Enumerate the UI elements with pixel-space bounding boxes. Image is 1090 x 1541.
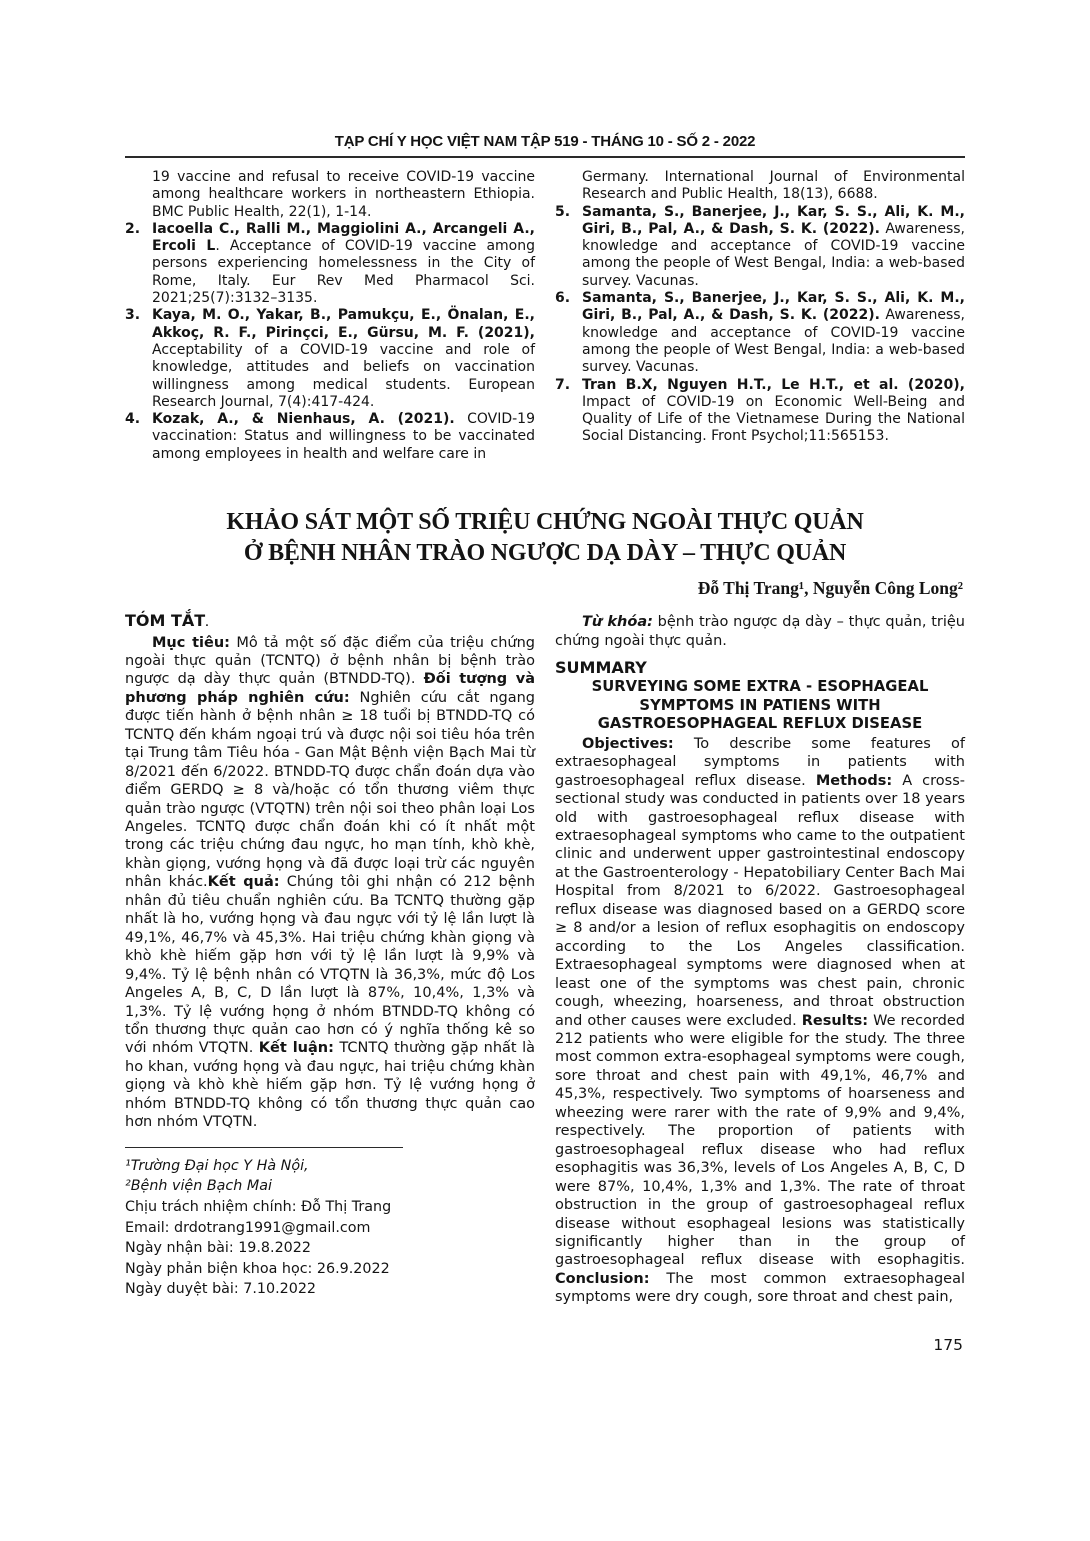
text-segment: Mục tiêu: xyxy=(152,634,230,651)
header-rule xyxy=(125,156,965,158)
text-segment: Kết luận: xyxy=(258,1040,334,1057)
text-segment: Kaya, M. O., Yakar, B., Pamukçu, E., Önalan, E., Akkoç, R. F., Pirinçci, E., Gürsu, M. F. (2021), xyxy=(152,307,535,341)
abstract-section xyxy=(125,612,965,1307)
abstract-heading-dot: . xyxy=(205,619,209,630)
text-segment: 19 vaccine and refusal to receive COVID-19 vaccine among healthcare workers in northeastern Ethiopia. BMC Public Health, 22(1), 1-14. xyxy=(152,169,535,220)
reference-item xyxy=(125,221,535,307)
footnote-line: Chịu trách nhiệm chính: Đỗ Thị Trang xyxy=(125,1198,392,1215)
text-segment: bệnh trào ngược dạ dày – thực quản, triệu chứng ngoài thực quản. xyxy=(555,614,965,649)
footnote-line: ²Bệnh viện Bạch Mai xyxy=(125,1178,272,1195)
article-authors: Đỗ Thị Trang¹, Nguyễn Công Long² xyxy=(697,578,963,599)
article-title-line1: KHẢO SÁT MỘT SỐ TRIỆU CHỨNG NGOÀI THỰC QUẢN xyxy=(226,509,864,536)
abstract-paragraph-vi xyxy=(125,634,535,1132)
text-segment: TCNTQ thường gặp nhất là ho khan, vướng họng và đau ngực, hai triệu chứng khàn giọng và khò khè hiếm gặp hơn. Tỷ lệ vướng họng ở nhóm BTNDD-TQ không có tổn thương thực quản cao hơn nhóm VTQTN. xyxy=(125,1040,536,1131)
abstract-heading-vi xyxy=(125,612,535,633)
text-segment: Từ khóa: xyxy=(582,614,653,631)
text-segment: Nghiên cứu cắt ngang được tiến hành ở bệnh nhân ≥ 18 tuổi bị BTNDD-TQ có TCNTQ đến khám ngoại trú và được nội soi tiêu hóa trên tại Trung tâm Tiêu hóa - Gan Mật Bệnh viện Bạch Mai từ 8/2021 đến 6/2022. BTNDD-TQ được chẩn đoán dựa vào điểm GERDQ ≥ 8 và/hoặc có tổn thương viêm thực quản trào ngược (VTQTN) trên nội soi theo phân loại Los Angeles. TCNTQ được chẩn đoán khi có ít nhất một trong các triệu chứng đau ngực, ho mạn tính, khò khè, khàn giọng, vướng họng và đã được loại trừ các nguyên nhân khác. xyxy=(125,689,536,891)
keywords-paragraph xyxy=(555,613,965,650)
reference-item xyxy=(555,377,965,446)
text-segment: Methods: xyxy=(815,772,893,789)
text-segment: Kết quả: xyxy=(207,874,280,891)
reference-item xyxy=(555,169,965,204)
text-segment: Germany. International Journal of Environmental Research and Public Health, 18(13), 6688. xyxy=(582,169,965,203)
text-segment: To describe some features of extraesophageal symptoms in patients with gastroesophageal reflux disease. xyxy=(555,735,965,789)
reference-item xyxy=(125,411,535,463)
text-segment: Results: xyxy=(801,1012,869,1029)
footnote-line: Ngày duyệt bài: 7.10.2022 xyxy=(125,1281,317,1298)
reference-item xyxy=(125,169,535,221)
reference-number: 5. xyxy=(555,203,571,220)
footnote-line: Ngày nhận bài: 19.8.2022 xyxy=(125,1240,311,1257)
abstract-paragraph-en xyxy=(555,735,965,1307)
reference-item xyxy=(555,204,965,290)
page-content xyxy=(125,133,965,1307)
references-right-column xyxy=(555,169,965,463)
footnotes xyxy=(125,1156,535,1300)
footnote-line: ¹Trường Đại học Y Hà Nội, xyxy=(125,1157,309,1174)
footnote-divider xyxy=(125,1147,403,1148)
abstract-right-column xyxy=(555,612,965,1307)
text-segment: Impact of COVID-19 on Economic Well-Being and Quality of Life of the Vietnamese During the National Social Distancing. Front Psychol;11:565153. xyxy=(582,393,965,445)
text-segment: Conclusion: xyxy=(555,1270,650,1287)
text-segment: Awareness, knowledge and acceptance of COVID-19 vaccine among the people of West Bengal, India: a web-based survey. Vacunas. xyxy=(582,307,965,376)
text-segment: Samanta, S., Banerjee, J., Kar, S. S., Ali, K. M., Giri, B., Pal, A., & Dash, S. K. (2022). xyxy=(582,203,965,237)
abstract-heading-vi-text: TÓM TẮT xyxy=(125,611,206,631)
text-segment: Objectives: xyxy=(582,735,674,752)
summary-subtitle: SURVEYING SOME EXTRA - ESOPHAGEAL SYMPTOMS IN PATIENS WITH GASTROESOPHAGEAL REFLUX DISEASE xyxy=(591,678,929,733)
footnote-line: Email: drdotrang1991@gmail.com xyxy=(125,1219,371,1236)
article-title xyxy=(125,507,965,569)
text-segment: Kozak, A., & Nienhaus, A. (2021). xyxy=(152,411,455,428)
text-segment: Tran B.X, Nguyen H.T., Le H.T., et al. (2020), xyxy=(582,376,965,393)
summary-heading: SUMMARY xyxy=(555,657,647,677)
reference-number: 4. xyxy=(125,411,141,428)
page-number: 175 xyxy=(933,1336,963,1354)
text-segment: Đối tượng và phương pháp nghiên cứu: xyxy=(125,671,535,706)
reference-number: 3. xyxy=(125,307,141,324)
reference-number: 6. xyxy=(555,290,571,307)
text-segment: Samanta, S., Banerjee, J., Kar, S. S., Ali, K. M., Giri, B., Pal, A., & Dash, S. K. (2022). xyxy=(582,290,965,324)
reference-number: 7. xyxy=(555,376,571,393)
text-segment: Awareness, knowledge and acceptance of COVID-19 vaccine among the people of West Bengal, India: a web-based survey. Vacunas. xyxy=(582,220,965,289)
text-segment: The most common extraesophageal symptoms were dry cough, sore throat and chest pain, xyxy=(555,1270,965,1306)
reference-number: 2. xyxy=(125,220,141,237)
journal-header-title: TẠP CHÍ Y HỌC VIỆT NAM TẬP 519 - THÁNG 10 - SỐ 2 - 2022 xyxy=(334,133,756,150)
text-segment: COVID-19 vaccination: Status and willingness to be vaccinated among employees in health and welfare care in xyxy=(152,411,535,462)
text-segment: A cross-sectional study was conducted in patients over 18 years old with gastroesophageal reflux disease with extraesophageal symptoms who came to the outpatient clinic and underwent upper gastrointestinal endoscopy at the Gastroenterology - Hepatobiliary Center Bach Mai Hospital from 8/2021 to 6/2022. Gastroesophageal reflux disease was diagnosed based on a GERDQ score ≥ 8 and/or a lesion of reflux esophagitis on endoscopy according to the Los Angeles classification. Extraesophageal symptoms were diagnosed when at least one of the symptoms was chest pain, chronic cough, wheezing, hoarseness, and throat obstruction and other causes were excluded. xyxy=(555,772,966,1029)
article-title-line2: Ở BỆNH NHÂN TRÀO NGƯỢC DẠ DÀY – THỰC QUẢN xyxy=(243,540,847,567)
reference-item xyxy=(555,290,965,376)
abstract-left-column xyxy=(125,612,535,1307)
references-left-column xyxy=(125,169,535,463)
references-section xyxy=(125,169,965,463)
text-segment: Acceptability of a COVID-19 vaccine and role of knowledge, attitudes and beliefs on vaccination willingness among medical students. European Research Journal, 7(4):417-424. xyxy=(152,341,535,410)
text-segment: Iacoella C., Ralli M., Maggiolini A., Arcangeli A., Ercoli L xyxy=(152,220,535,255)
text-segment: . Acceptance of COVID-19 vaccine among persons experiencing homelessness in the City of Rome, Italy. Eur Rev Med Pharmacol Sci. 2021;25(7):3132–3135. xyxy=(152,238,535,307)
text-segment: Mô tả một số đặc điểm của triệu chứng ngoài thực quản (TCNTQ) ở bệnh nhân bị bệnh trào ngược dạ dày thực quản (BTNDD-TQ). xyxy=(125,634,535,688)
text-segment: Chúng tôi ghi nhận có 212 bệnh nhân đủ tiêu chuẩn nghiên cứu. Ba TCNTQ thường gặp nhất là ho, vướng họng và đau ngực với tỷ lệ lần lượt là 49,1%, 46,7% và 45,3%. Hai triệu chứng khàn giọng và khò khè hiếm gặp hơn với tỷ lệ lần lượt là 9,9% và 9,4%. Tỷ lệ bệnh nhân có VTQTN là 36,3%, mức độ Los Angeles A, B, C, D lần lượt là 87%, 10,4%, 1,3% và 1,3%. Tỷ lệ vướng họng ở nhóm BTNDD-TQ không có tổn thương thực quản cao hơn có ý nghĩa thống kê so với nhóm VTQTN. xyxy=(125,874,536,1057)
text-segment: We recorded 212 patients who were eligible for the study. The three most common extra-esophageal symptoms were cough, sore throat and chest pain with 49,1%, 46,7% and 45,3%, respectively. Two symptoms of hoarseness and wheezing were rarer with the rate of 9,9% and 9,4%, respectively. The proportion of patients with gastroesophageal reflux disease who had reflux esophagitis was 36,3%, levels of Los Angeles A, B, C, D were 87%, 10,4%, 1,3% and 1,3%. The rate of throat obstruction in the group of gastroesophageal reflux disease without esophageal lesions was statistically significantly higher than in the group of gastroesophageal reflux disease with esophagitis. xyxy=(555,1012,965,1269)
reference-item xyxy=(125,307,535,411)
footnote-line: Ngày phản biện khoa học: 26.9.2022 xyxy=(125,1260,390,1277)
